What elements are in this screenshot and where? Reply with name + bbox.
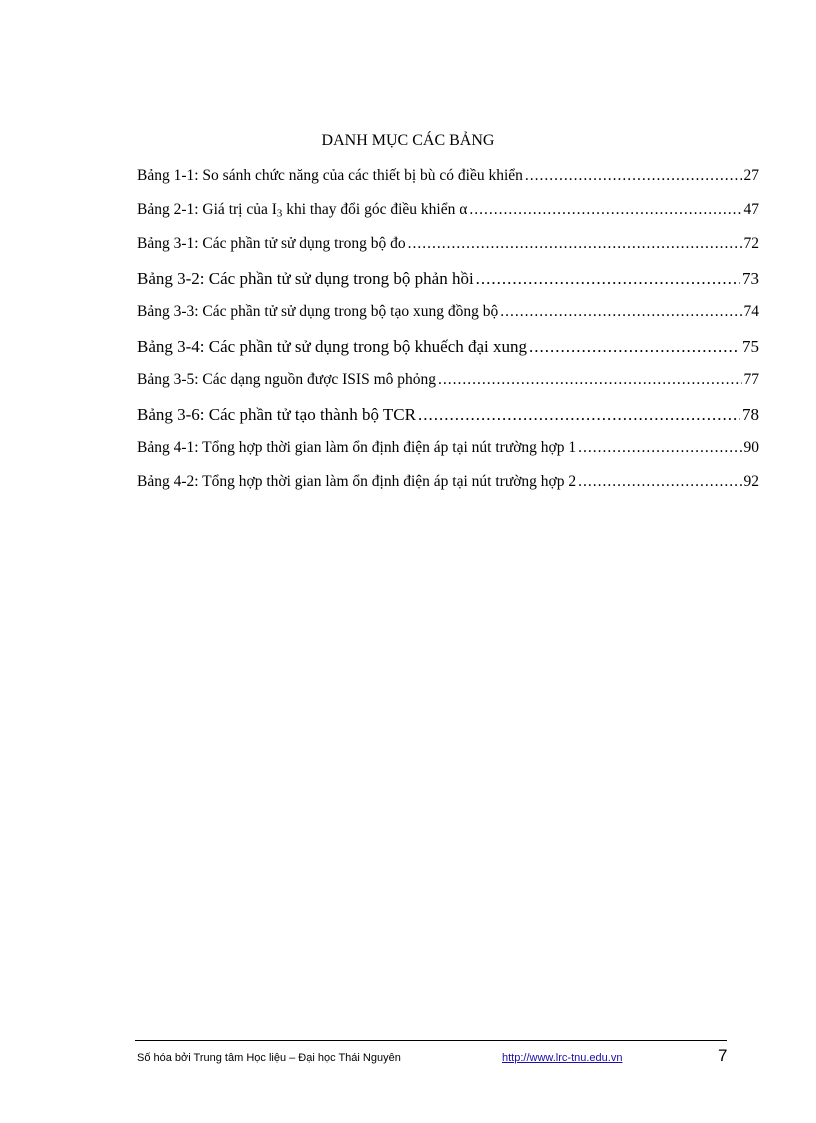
dot-leader [525, 167, 742, 185]
toc-entry-label: Bảng 3-5: Các dạng nguồn được ISIS mô phỏng [137, 371, 437, 388]
footer-link[interactable]: http://www.lrc-tnu.edu.vn [502, 1052, 623, 1064]
toc-entry[interactable] [137, 369, 759, 403]
subscript: 3 [276, 207, 283, 220]
dot-leader [500, 303, 741, 321]
toc-entry[interactable] [137, 165, 759, 199]
toc-entry[interactable] [137, 233, 759, 267]
toc-entry-page: 74 [743, 303, 759, 320]
toc-entry[interactable] [137, 437, 759, 471]
toc-entry[interactable] [137, 403, 759, 437]
dot-leader [578, 473, 741, 491]
toc-entry-label: Bảng 3-4: Các phần tử sử dụng trong bộ khuếch đại xung [137, 337, 528, 356]
dot-leader [469, 201, 741, 219]
label-part: Bảng 2-1: Giá trị của I [137, 201, 277, 218]
toc-entry-page: 47 [743, 201, 759, 218]
dot-leader [529, 337, 740, 357]
toc-entry-label: Bảng 1-1: So sánh chức năng của các thiết bị bù có điều khiển [137, 167, 523, 184]
toc-entry-page: 27 [743, 167, 759, 184]
toc-entry[interactable] [137, 301, 759, 335]
label-part: khi thay đổi góc điều khiển α [282, 201, 468, 218]
toc-entry-label: Bảng 3-6: Các phần tử tạo thành bộ TCR [137, 405, 416, 424]
footer-source-text: Số hóa bởi Trung tâm Học liệu – Đại học Thái Nguyên [137, 1052, 401, 1064]
footer-divider [135, 1040, 727, 1041]
toc-entry-label: Bảng 4-1: Tổng hợp thời gian làm ổn định điện áp tại nút trường hợp 1 [137, 439, 577, 456]
toc-entry-page: 92 [743, 473, 759, 490]
toc-entry[interactable] [137, 335, 759, 369]
dot-leader [578, 439, 741, 457]
toc-entry-page: 77 [743, 371, 759, 388]
toc-entry[interactable] [137, 267, 759, 301]
page-title: DANH MỤC CÁC BẢNG [321, 132, 495, 149]
toc-entry-label: Bảng 3-2: Các phần tử sử dụng trong bộ phản hồi [137, 269, 474, 288]
toc-entry[interactable] [137, 471, 759, 505]
toc-entry-label: Bảng 3-3: Các phần tử sử dụng trong bộ tạo xung đồng bộ [137, 303, 499, 320]
toc-entry-page: 72 [743, 235, 759, 252]
dot-leader [418, 405, 740, 425]
toc-entry-page: 75 [742, 337, 759, 356]
toc-entry-label: Bảng 4-2: Tổng hợp thời gian làm ổn định điện áp tại nút trường hợp 2 [137, 473, 577, 490]
toc-entry-page: 73 [742, 269, 759, 288]
toc-entry-label: Bảng 3-1: Các phần tử sử dụng trong bộ đo [137, 235, 406, 252]
toc-entry-page: 78 [742, 405, 759, 424]
toc-entry[interactable] [137, 199, 759, 233]
toc-entry-label [137, 201, 467, 220]
page-number: 7 [718, 1046, 728, 1065]
table-list [137, 165, 759, 505]
dot-leader [438, 371, 741, 389]
dot-leader [476, 269, 740, 289]
dot-leader [408, 235, 742, 253]
toc-entry-page: 90 [743, 439, 759, 456]
